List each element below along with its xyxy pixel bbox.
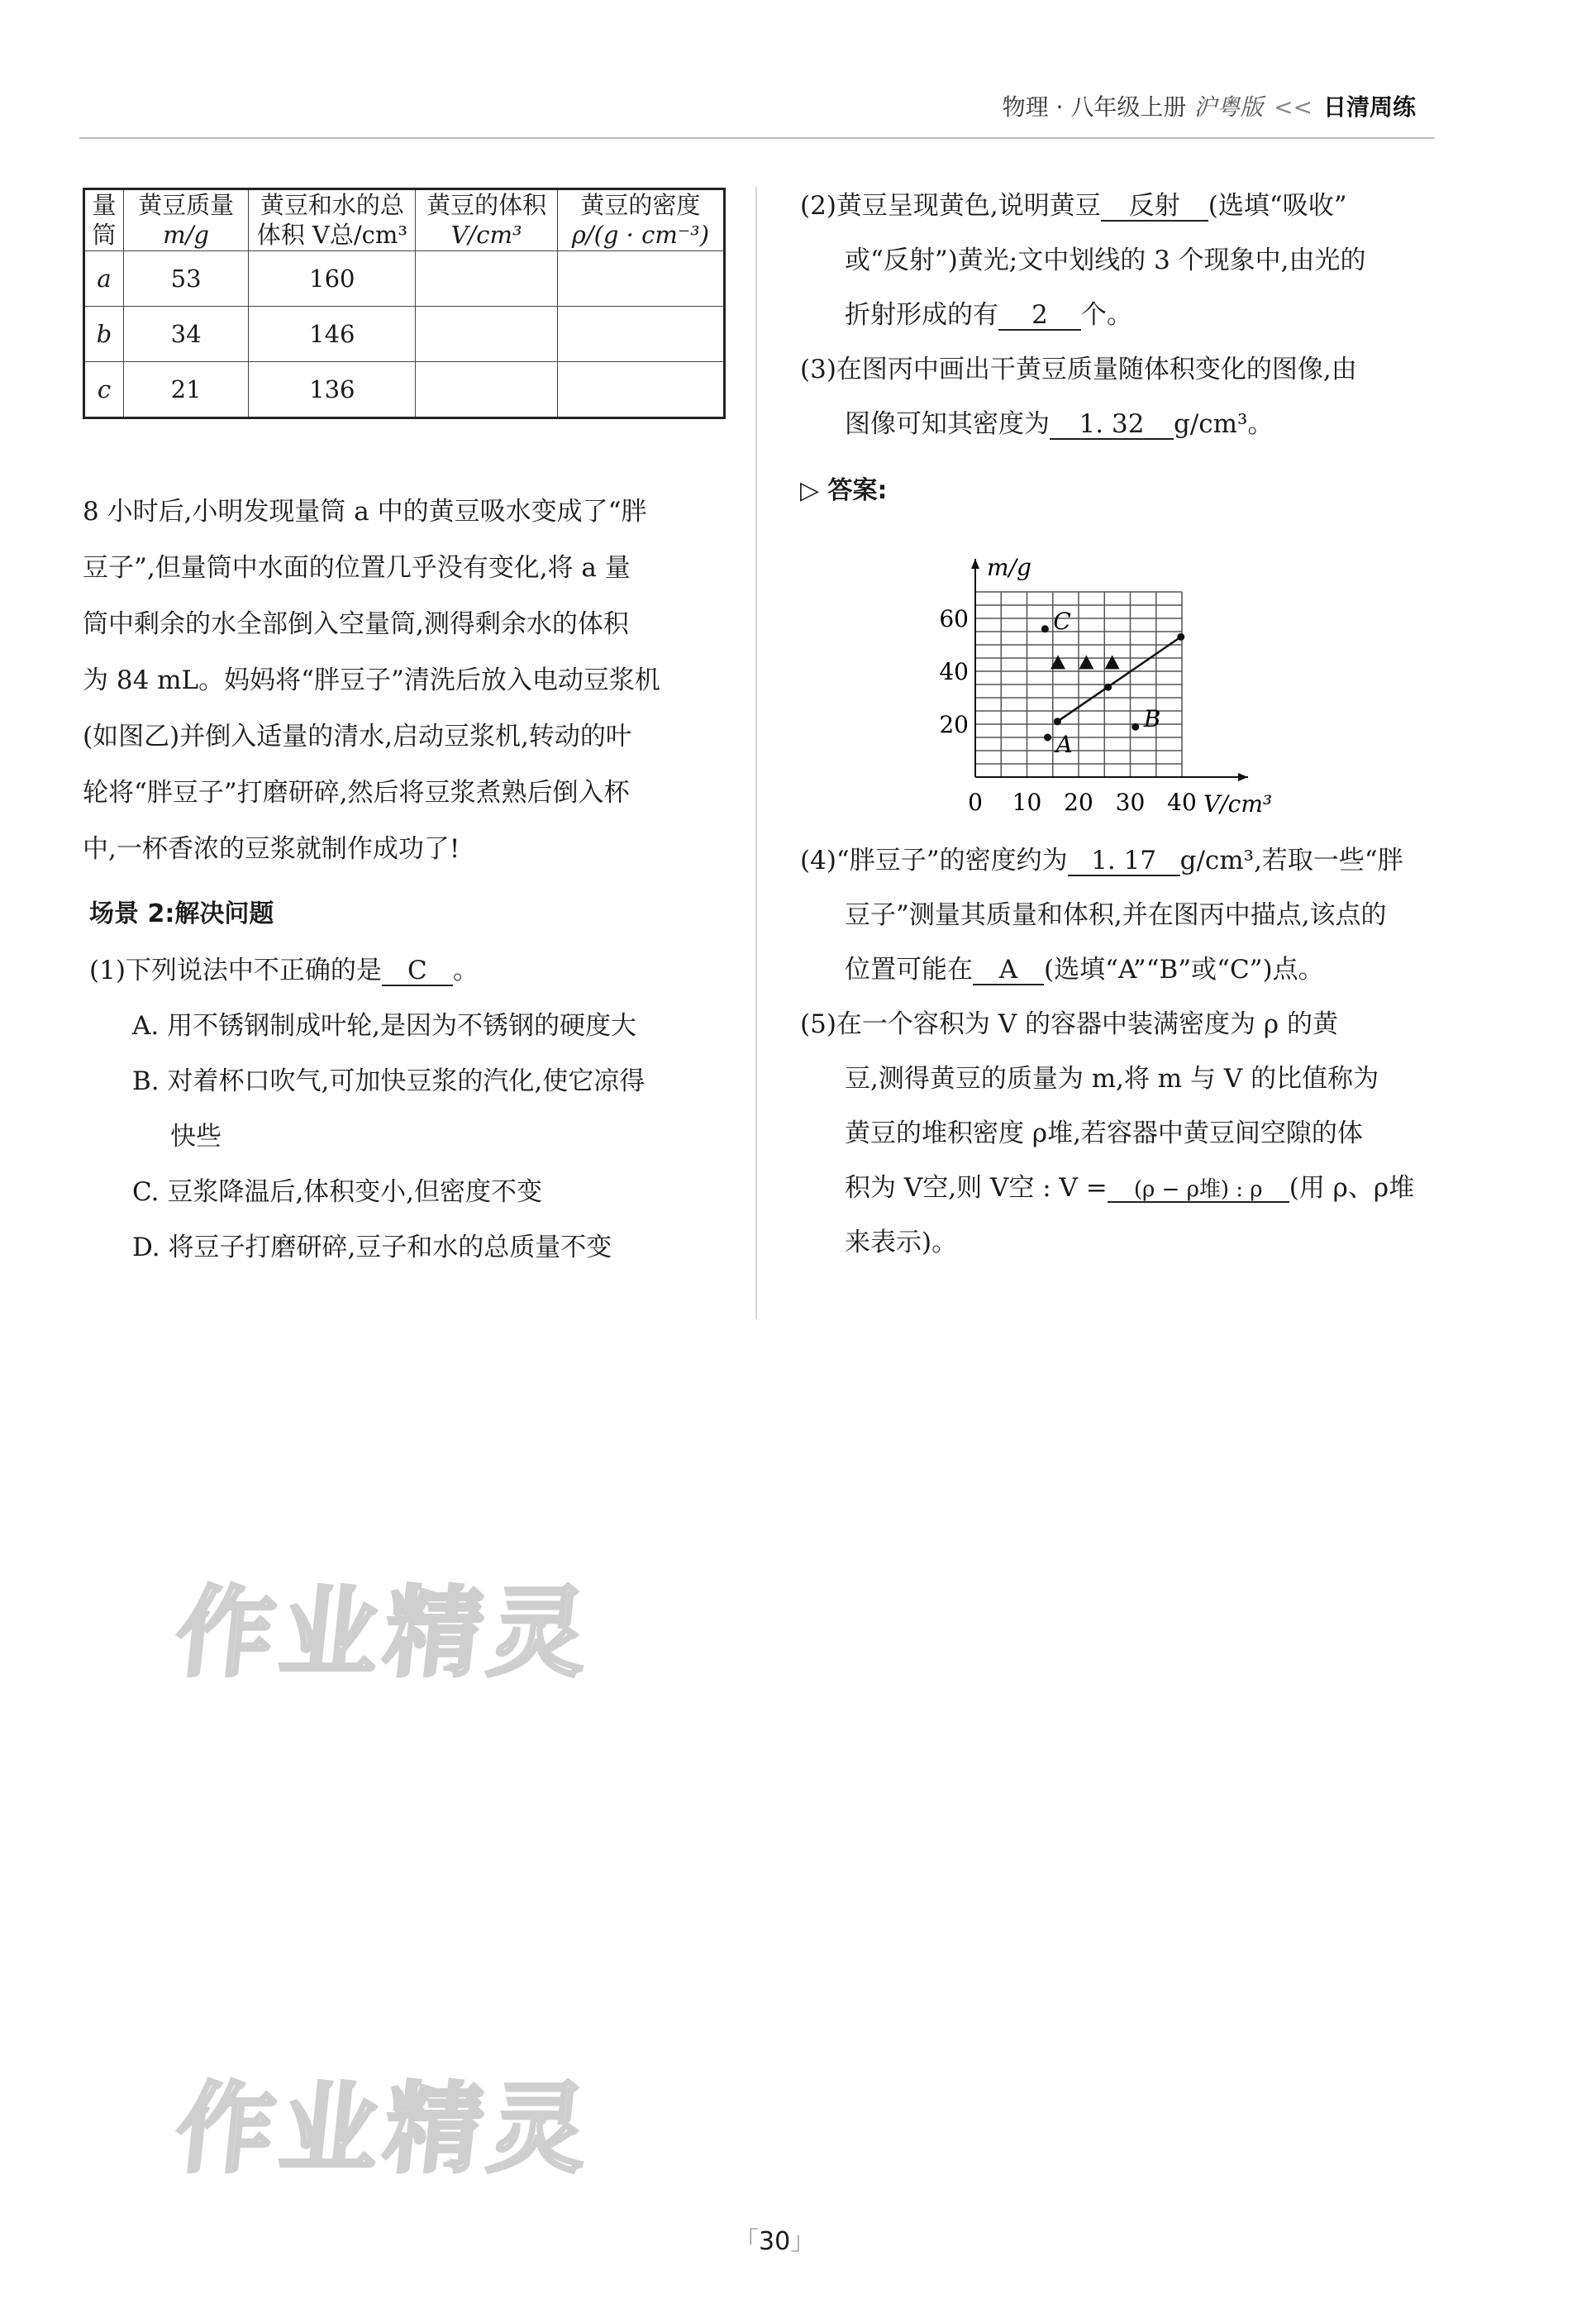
column-divider xyxy=(755,187,757,1319)
passage-line: 筒中剩余的水全部倒入空量筒,测得剩余水的体积 xyxy=(83,609,629,639)
x-axis-label: V/cm³ xyxy=(1203,790,1273,818)
header-separator: << xyxy=(1274,93,1313,121)
watermark: 作业精灵 xyxy=(170,2072,600,2186)
table-cell xyxy=(557,250,724,306)
q3-line-1: (3)在图丙中画出干黄豆质量随体积变化的图像,由 xyxy=(800,355,1357,384)
y-tick-label: 60 xyxy=(939,605,969,632)
header-cell-mass: 黄豆质量 m/g xyxy=(123,189,248,251)
point-label-c: C xyxy=(1053,607,1071,635)
table-row xyxy=(84,250,725,306)
table-cell xyxy=(416,250,557,306)
q2-line-1: (2)黄豆呈现黄色,说明黄豆 反射 (选填“吸收” xyxy=(800,191,1347,221)
header-cell-volume: 黄豆的体积 V/cm³ xyxy=(416,189,557,251)
q4-line-1: (4)“胖豆子”的密度约为 1. 17 g/cm³,若取一些“胖 xyxy=(800,846,1403,875)
option-a: A. 用不锈钢制成叶轮,是因为不锈钢的硬度大 xyxy=(132,1011,636,1041)
passage-line: 轮将“胖豆子”打磨研碎,然后将豆浆煮熟后倒入杯 xyxy=(83,778,630,808)
table-cell xyxy=(557,306,724,361)
header-rule xyxy=(79,137,1435,139)
answer-blank: 1. 17 xyxy=(1068,847,1180,876)
data-point xyxy=(1041,625,1049,632)
answer-blank: (ρ − ρ堆) : ρ xyxy=(1108,1179,1289,1203)
header-subject: 物理 · 八年级上册 xyxy=(1002,93,1187,121)
passage-line: 豆子”,但量筒中水面的位置几乎没有变化,将 a 量 xyxy=(83,553,631,583)
q5-line-2: 豆,测得黄豆的质量为 m,将 m 与 V 的比值称为 xyxy=(845,1064,1379,1094)
table-cell: 146 xyxy=(249,306,416,361)
passage-line: 中,一杯香浓的豆浆就制作成功了! xyxy=(83,834,460,864)
header-edition: 沪粤版 xyxy=(1193,93,1264,121)
question-1: (1)下列说法中不正确的是 C 。 xyxy=(89,956,479,985)
x-tick-label: 30 xyxy=(1115,789,1146,816)
option-d: D. 将豆子打磨研碎,豆子和水的总质量不变 xyxy=(132,1233,612,1262)
table-cell xyxy=(416,306,557,361)
header-cell-total-volume: 黄豆和水的总 体积 V总/cm³ xyxy=(249,189,416,251)
q5-line-4: 积为 V空,则 V空 : V = (ρ − ρ堆) : ρ (用 ρ、ρ堆 xyxy=(845,1173,1415,1203)
answer-label: ▷ 答案: xyxy=(800,476,888,505)
point-label-b: B xyxy=(1143,705,1161,733)
q2-line-2: 或“反射”)黄光;文中划线的 3 个现象中,由光的 xyxy=(845,246,1366,275)
table-row xyxy=(84,306,725,361)
answer-blank: 2 xyxy=(998,302,1081,331)
passage xyxy=(83,484,736,877)
q4-line-2: 豆子”测量其质量和体积,并在图丙中描点,该点的 xyxy=(845,900,1387,930)
q4-line-3: 位置可能在 A (选填“A”“B”或“C”)点。 xyxy=(845,955,1324,985)
scene-2-heading: 场景 2:解决问题 xyxy=(89,899,274,928)
x-tick-label: 10 xyxy=(1012,789,1042,816)
y-tick-label: 20 xyxy=(939,711,969,738)
mass-volume-chart xyxy=(917,521,1306,835)
answer-blank: C xyxy=(382,957,453,986)
table-cell: b xyxy=(84,306,124,361)
q5-line-3: 黄豆的堆积密度 ρ堆,若容器中黄豆间空隙的体 xyxy=(845,1119,1363,1148)
header-cell-density: 黄豆的密度 ρ/(g · cm⁻³) xyxy=(557,189,724,251)
data-point xyxy=(1044,734,1051,742)
soybean-table xyxy=(83,188,726,419)
passage-line: 为 84 mL。妈妈将“胖豆子”清洗后放入电动豆浆机 xyxy=(83,665,660,695)
questions-2-3 xyxy=(800,179,1445,451)
table-cell: 136 xyxy=(249,361,416,417)
table-cell: 34 xyxy=(123,306,248,361)
header-brand: 日清周练 xyxy=(1322,93,1416,121)
passage-line: 8 小时后,小明发现量筒 a 中的黄豆吸水变成了“胖 xyxy=(83,497,647,527)
data-point xyxy=(1177,633,1184,641)
table-cell: 53 xyxy=(123,250,248,306)
option-c: C. 豆浆降温后,体积变小,但密度不变 xyxy=(132,1177,543,1207)
questions-4-5 xyxy=(800,833,1445,1270)
chart-marks xyxy=(1041,608,1184,758)
point-label-a: A xyxy=(1055,731,1073,758)
density-line xyxy=(1057,637,1180,721)
table-row xyxy=(84,361,725,417)
passage-line: (如图乙)并倒入适量的清水,启动豆浆机,转动的叶 xyxy=(83,722,631,751)
y-axis-label: m/g xyxy=(987,554,1031,581)
x-tick-label: 40 xyxy=(1167,789,1197,816)
table-cell: a xyxy=(84,250,124,306)
data-point xyxy=(1131,723,1139,731)
x-tick-label: 20 xyxy=(1064,789,1093,816)
y-axis-arrow xyxy=(971,559,979,569)
chart-grid xyxy=(975,592,1182,777)
q5-line-1: (5)在一个容积为 V 的容器中装满密度为 ρ 的黄 xyxy=(800,1009,1338,1039)
page-number: 「30」 xyxy=(734,2227,816,2256)
table-cell xyxy=(557,361,724,417)
triangle-point xyxy=(1079,655,1093,669)
x-tick-label: 0 xyxy=(968,789,983,816)
data-point xyxy=(1054,718,1061,725)
q2-line-3: 折射形成的有 2 个。 xyxy=(845,300,1132,330)
header-cell-cylinder: 量 筒 xyxy=(84,189,124,251)
option-b-continued: 快些 xyxy=(170,1122,222,1152)
table-header-row xyxy=(84,189,725,251)
running-header xyxy=(1003,89,1416,122)
q3-line-2: 图像可知其密度为 1. 32 g/cm³。 xyxy=(845,409,1274,439)
q5-line-5: 来表示)。 xyxy=(845,1228,958,1257)
watermark: 作业精灵 xyxy=(170,1576,600,1690)
data-point xyxy=(1104,684,1112,691)
answer-blank: 1. 32 xyxy=(1050,411,1174,440)
triangle-point xyxy=(1105,655,1120,669)
table-cell: 21 xyxy=(123,361,248,417)
x-axis-arrow xyxy=(1238,773,1248,781)
option-b: B. 对着杯口吹气,可加快豆浆的汽化,使它凉得 xyxy=(132,1066,646,1096)
answer-blank: A xyxy=(973,956,1044,985)
table-cell: 160 xyxy=(249,250,416,306)
y-tick-label: 40 xyxy=(939,658,969,685)
table-cell xyxy=(416,361,557,417)
table-cell: c xyxy=(84,361,124,417)
answer-blank: 反射 xyxy=(1101,193,1208,222)
